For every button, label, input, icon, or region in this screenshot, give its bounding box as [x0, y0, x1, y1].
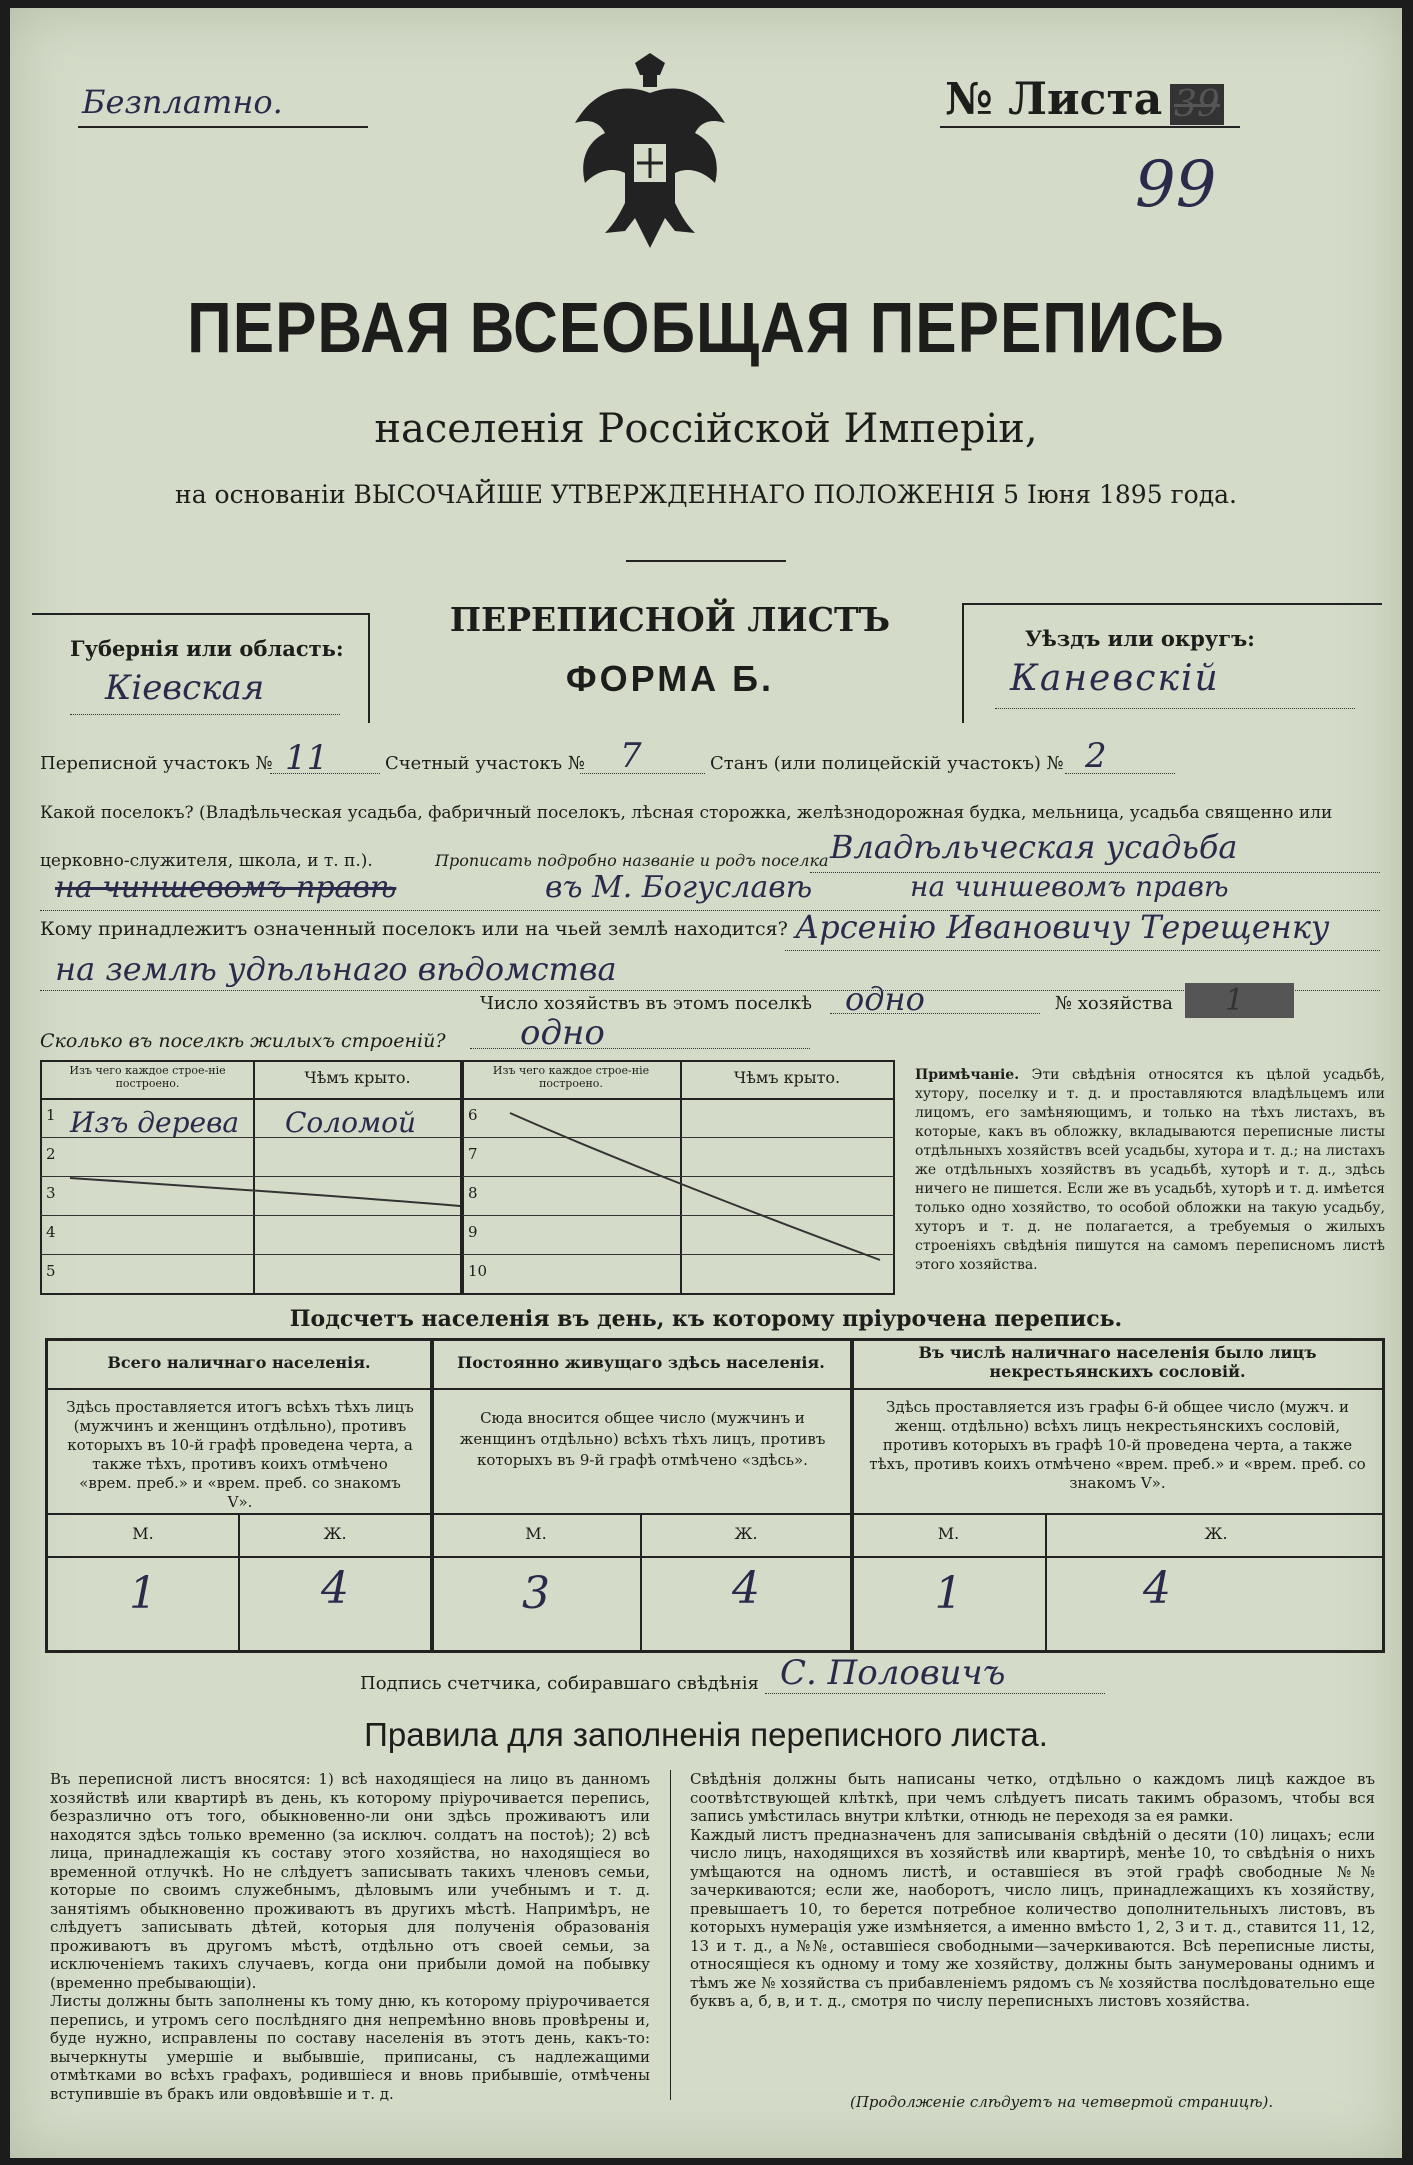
building-row-number: 5	[46, 1262, 56, 1280]
signature-label: Подпись счетчика, собиравшаго свѣдѣнія	[360, 1673, 759, 1694]
stan-label: Станъ (или полицейскій участокъ) №	[710, 753, 1064, 774]
building-row-line	[40, 1176, 460, 1177]
household-number-label: № хозяйства	[1055, 993, 1173, 1014]
count-col-1-text: Здѣсь проставляется итогъ всѣхъ тѣхъ лицъ (мужчинъ и женщинъ отдѣльно), противъ которыхъ въ 10-й графѣ проведена черта, а также тѣхъ, противъ коихъ отмѣчено «врем. преб.» и «врем. преб. со знакомъ V».	[66, 1398, 414, 1511]
sheet-number-underline	[940, 126, 1240, 128]
building-row-line	[40, 1215, 460, 1216]
building-row-line	[462, 1254, 895, 1255]
count-col-2-head: Постоянно живущаго здѣсь населенія.	[457, 1353, 825, 1372]
main-title: ПЕРВАЯ ВСЕОБЩАЯ ПЕРЕПИСЬ	[187, 288, 1225, 369]
gubernia-label: Губернія или область:	[70, 636, 344, 661]
gubernia-line	[70, 714, 340, 715]
buildings-col-2-head: Чѣмъ крыто.	[304, 1068, 411, 1087]
row-1-roof: Соломой	[285, 1106, 417, 1139]
uezd-value: Каневскій	[1010, 658, 1220, 699]
count-value-4: 4	[732, 1563, 760, 1614]
count-text-line	[45, 1513, 1385, 1515]
count-district-value: 7	[620, 736, 642, 776]
note-title: Примѣчаніе.	[915, 1067, 1020, 1083]
sheet-title: ПЕРЕПИСНОЙ ЛИСТЪ	[449, 600, 891, 639]
row-1-material: Изъ дерева	[70, 1106, 240, 1139]
free-underline	[78, 126, 368, 128]
rules-right-column: Свѣдѣнія должны быть написаны четко, отдѣльно о каждомъ лицѣ каждое въ соотвѣтствующей клѣткѣ, при чемъ слѣдуетъ писать такимъ образомъ, чтобы вся запись умѣстилась внутри клѣтки, отнюдь не переходя за ея рамки. Каждый листъ предназначенъ для записыванія свѣдѣній о десяти (10) лицахъ; если число лицъ, находящихся въ хозяйствѣ или квартирѣ, менѣе 10, то свѣдѣнія о нихъ умѣщаются на одномъ листѣ, и оставшіеся въ этой графѣ свободные №№ зачеркиваются; если же, наоборотъ, число лицъ, принадлежащихъ къ хозяйству, превышаетъ 10, то берется потребное количество дополнительныхъ листовъ, въ которыхъ нумерація уже измѣняется, а именно вмѣсто 1, 2, 3 и т. д., ставится 11, 12, 13 и т. д., а №№, оставшіеся свободными—зачеркиваются. Всѣ переписные листы, относящіеся къ одному и тому же хозяйству, должны быть занумерованы однимъ и тѣмъ же № хозяйства съ прибавленіемъ рядомъ съ № хозяйства послѣдовательно еще буквъ а, б, в, и т. д., смотря по числу переписныхъ листовъ хозяйства.	[690, 1770, 1375, 2010]
census-sheet	[10, 8, 1402, 2158]
building-row-line	[462, 1176, 895, 1177]
building-row-line	[462, 1215, 895, 1216]
count-value-2: 4	[321, 1563, 349, 1614]
signature-line	[765, 1693, 1105, 1694]
count-district-label: Счетный участокъ №	[385, 753, 585, 774]
count-value-6: 4	[1143, 1563, 1171, 1614]
count-col-3-text: Здѣсь проставляется изъ графы 6-й общее число (мужч. и женщ. отдѣльно) всѣхъ лицъ некрестьянскихъ сословій, противъ которыхъ въ графѣ 10-й проведена черта, а также тѣхъ, противъ коихъ отмѣчено «врем. преб.» и «врем. преб. со знакомъ V».	[869, 1398, 1366, 1492]
building-row-number: 8	[468, 1184, 478, 1202]
count-value-1: 1	[129, 1568, 157, 1619]
uezd-label: Уѣздъ или округъ:	[1025, 626, 1255, 651]
count-col-1-head: Всего наличнаго населенія.	[107, 1353, 371, 1372]
count-head-line	[45, 1388, 1385, 1390]
settlement-question-2: церковно-служителя, школа, и т. п.).	[40, 851, 373, 871]
free-label: Безплатно.	[82, 83, 283, 121]
buildings-line	[470, 1048, 810, 1049]
rules-left-column: Въ переписной листъ вносятся: 1) всѣ находящіеся на лицо въ данномъ хозяйствѣ или квартирѣ въ день, къ которому пріурочивается перепись, безразлично отъ того, обыкновенно-ли они здѣсь проживаютъ или находятся здѣсь только временно (за исключ. солдатъ на постоѣ); 2) всѣ лица, принадлежащія къ составу этого хозяйства, но находящіеся во временной отлучкѣ. Но не слѣдуетъ записывать такихъ членовъ семьи, которые по своимъ служебнымъ, дѣловымъ или учебнымъ и т. д. занятіямъ обыкновенно проживаютъ въ другихъ мѣстѣ. Напримѣръ, не слѣдуетъ записывать дѣтей, которыя для полученія образованія проживаютъ въ другомъ мѣстѣ, отдѣльно отъ своей семьи, за исключеніемъ такихъ случаевъ, когда они прибыли домой на побывку (временно пребывающіи). Листы должны быть заполнены къ тому дню, къ которому пріурочивается перепись, и утромъ сего послѣдняго дня непремѣнно вновь провѣрены и, буде нужно, исправлены по составу населенія въ этотъ день, какъ-то: вычеркнуты умершіе и выбывшіе, приписаны, съ надлежащими отмѣтками во всѣхъ графахъ, родившіеся и вновь прибывшіе, отмѣчены вступившіе въ бракъ или овдовѣвшіе и т. д.	[50, 1770, 650, 2103]
sheet-number-struck: 39	[1170, 84, 1224, 125]
uezd-line	[995, 708, 1355, 709]
buildings-col-4-head: Чѣмъ крыто.	[733, 1068, 841, 1087]
households-label: Число хозяйствъ въ этомъ поселкѣ	[480, 993, 812, 1014]
building-row-number: 1	[46, 1106, 56, 1124]
owner-answer-1: Арсенію Ивановичу Терещенку	[795, 908, 1330, 946]
count-col-2-text: Сюда вносится общее число (мужчинъ и женщинъ отдѣльно) всѣхъ тѣхъ лицъ, противъ которыхъ въ 9-й графѣ отмѣчено «здѣсь».	[459, 1409, 826, 1469]
household-number-value: 1	[1185, 983, 1294, 1018]
buildings-col-1-head: Изъ чего каждое строе-ніе построено.	[69, 1064, 226, 1090]
buildings-value: одно	[520, 1013, 605, 1053]
count-m-3: М.	[937, 1524, 960, 1543]
signature-value: С. Половичъ	[780, 1653, 1006, 1693]
building-row-number: 7	[468, 1145, 478, 1163]
count-m-1: М.	[132, 1524, 154, 1543]
building-row-number: 4	[46, 1223, 56, 1241]
settlement-answer-2b: на чиншевомъ правѣ	[910, 870, 1229, 903]
count-zh-3: Ж.	[1204, 1524, 1228, 1543]
stan-line	[1065, 773, 1175, 774]
gubernia-value: Кіевская	[105, 668, 265, 708]
owner-line-1	[785, 950, 1380, 951]
count-value-3: 3	[522, 1568, 550, 1619]
count-value-5: 1	[934, 1568, 963, 1619]
count-col-3-head: Въ числѣ наличнаго населенія было лицъ некрестьянскихъ сословій.	[918, 1343, 1317, 1381]
rules-divider	[670, 1770, 671, 2100]
sheet-number-label: № Листа	[945, 74, 1163, 125]
census-district-value: 11	[285, 738, 329, 778]
subtitle: населенія Россійской Имперіи,	[374, 406, 1038, 452]
rules-continued: (Продолженіе слѣдуетъ на четвертой страницѣ).	[850, 2093, 1274, 2111]
form-title: ФОРМА Б.	[565, 658, 775, 699]
owner-answer-2: на землѣ удѣльнаго вѣдомства	[55, 950, 617, 988]
settlement-answer-2-struck: на чиншевомъ правѣ	[55, 870, 397, 905]
building-row-number: 6	[468, 1106, 478, 1124]
basis-line: на основаніи ВЫСОЧАЙШЕ УТВЕРЖДЕННАГО ПОЛОЖЕНІЯ 5 Іюня 1895 года.	[175, 480, 1237, 509]
owner-line-2	[40, 990, 1380, 991]
buildings-col-3-head: Изъ чего каждое строе-ніе построено.	[492, 1064, 650, 1090]
settlement-instruction: Прописать подробно названіе и родъ поселка	[435, 851, 829, 870]
owner-question: Кому принадлежитъ означенный поселокъ или на чьей землѣ находится?	[40, 918, 788, 940]
building-row-number: 10	[468, 1262, 488, 1280]
sheet-number-hand: 99	[1135, 148, 1217, 222]
census-district-line	[270, 773, 380, 774]
building-row-number: 9	[468, 1223, 478, 1241]
settlement-question: Какой поселокъ? (Владѣльческая усадьба, фабричный поселокъ, лѣсная сторожка, желѣзнодорожная будка, мельница, усадьба священно или	[40, 803, 1333, 823]
count-title: Подсчетъ населенія въ день, къ которому пріурочена перепись.	[289, 1306, 1123, 1332]
settlement-answer-1: Владѣльческая усадьба	[830, 828, 1238, 866]
building-row-number: 2	[46, 1145, 56, 1163]
households-value: одно	[845, 980, 925, 1018]
stan-value: 2	[1085, 736, 1107, 776]
count-zh-2: Ж.	[734, 1524, 758, 1543]
title-divider	[626, 560, 786, 562]
note-block	[915, 1066, 1385, 1275]
count-zh-1: Ж.	[323, 1524, 347, 1543]
imperial-eagle-emblem-icon	[565, 53, 735, 263]
settlement-answer-2: въ М. Богуславѣ	[545, 870, 813, 905]
households-line	[830, 1013, 1040, 1014]
rules-title: Правила для заполненія переписного листа.	[364, 1716, 1048, 1753]
census-district-label: Переписной участокъ №	[40, 753, 273, 774]
count-m-2: М.	[525, 1524, 547, 1543]
building-row-number: 3	[46, 1184, 56, 1202]
buildings-label: Сколько въ поселкѣ жилыхъ строеній?	[40, 1030, 446, 1052]
building-row-line	[40, 1137, 460, 1138]
note-text: Эти свѣдѣнія относятся къ цѣлой усадьбѣ, хутору, поселку и т. д. и проставляются владѣльцемъ или лицомъ, его замѣняющимъ, и только на тѣхъ листахъ, въ которые, какъ въ обложку, вкладываются переписные листы отдѣльныхъ хозяйствъ всей усадьбы, хутора и т. д.; на листахъ же отдѣльныхъ хозяйствъ въ усадьбѣ, хуторѣ и т. д., здѣсь ничего не пишется. Если же въ усадьбѣ, хуторѣ и т. д. имѣется только одно хозяйство, то особой обложки на такую усадьбу, хуторъ и т. д. не полагается, а требуемыя о жилыхъ строеніяхъ свѣдѣнія пишутся на самомъ переписномъ листѣ этого хозяйства.	[915, 1067, 1385, 1273]
building-row-line	[40, 1254, 460, 1255]
count-district-line	[580, 773, 705, 774]
building-row-line	[462, 1137, 895, 1138]
count-mzh-line	[45, 1556, 1385, 1558]
